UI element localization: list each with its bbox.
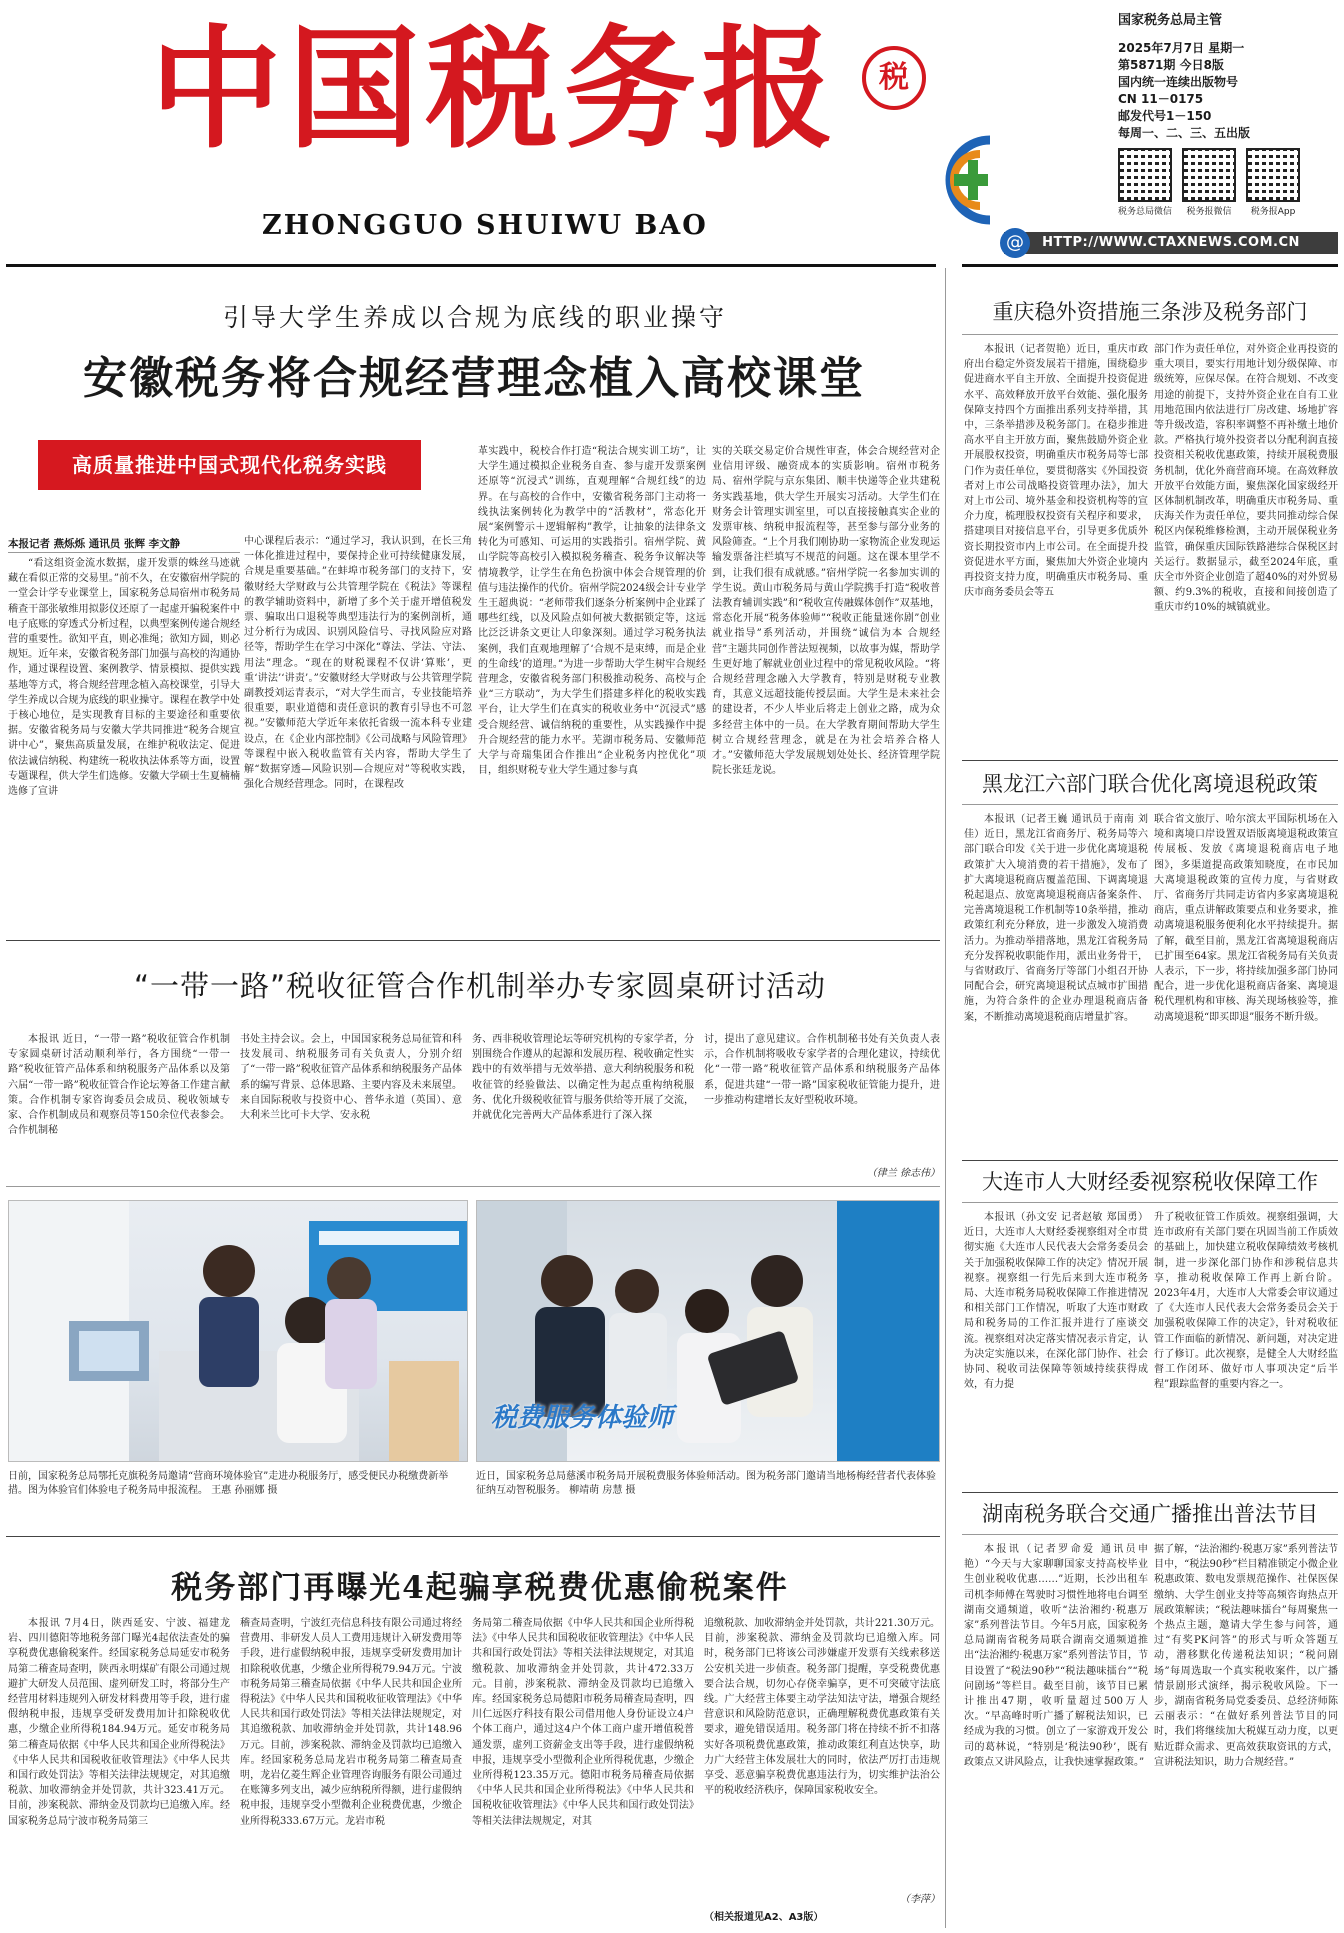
- divider: [962, 1492, 1338, 1493]
- qr-label: 税务报App: [1250, 207, 1296, 217]
- hunan-column-2: 据了解，“法治湘约·税惠万家”系列普法节目中，“税法90秒”栏目精准锁定小微企业税惠政策、数电发票规范操作、社保医保缴纳、大学生创业支持等高频咨询热点开展政策解读；“税法趣味擂台”每周聚焦一个热点主题，邀请大学生参与问答，通过“有奖PK问答”的形式与听众答题互动，潜移默化传递税法知识；“税问剧场”每周选取一个真实税收案件，以广播情景剧形式演绎，揭示税收风险。下一步，湖南省税务局党委委员、总经济师陈云丽表示：“在做好系列普法节目的同时，我们将继续加大税媒互动力度，以更贴近群众需求、更高效获取资讯的方式，宣讲税法知识，助力合规经营。”: [1154, 1544, 1338, 1768]
- chongqing-column-1: 本报讯（记者贺艳）近日，重庆市政府出台稳定外资发展若干措施，围绕稳步促进商水平自主开放、全面提升投资促进水平、高效释放开放平台效能、强化服务保障支持四个方面推出系列支持举措，其中，三条举措涉及税务部门。在稳步推进高水平自主开放方面，聚焦鼓励外资企业开展股权投资，明确重庆市税务局等七部门作为责任单位，要贯彻落实《外国投资者对上市公司战略投资管理办法》，加大对上市公司、境外基金和投资机构等的宣介力度，梳理股权投资有关程序和要求，搭建项目对接信息平台，引导更多优质外资长期投资市内上市公司。在全面提升投资促进水平方面，聚焦加大外资企业境内再投资支持力度，明确重庆市税务局、重庆市商务委员会等五: [964, 344, 1148, 599]
- fraud-signoff: （李萍）: [900, 1894, 940, 1905]
- divider: [6, 264, 936, 267]
- divider: [6, 1536, 940, 1537]
- issue-number: 第5871期 今日8版: [1118, 58, 1224, 72]
- publish-schedule: 每周一、二、三、五出版: [1118, 126, 1251, 140]
- belt-column-2: 书处主持会议。会上，中国国家税务总局征管和科技发展司、纳税服务司有关负责人，分别介绍了“一带一路”税收征管产品体系和纳税服务产品体系的编写背景、总体思路、主要内容及未来展望。来自国际税收与投资中心、普华永道（英国）、意大利米兰比可卡大学、安永税: [240, 1034, 462, 1122]
- tax-emblem-icon: [920, 130, 1000, 230]
- divider: [962, 1534, 1338, 1535]
- divider: [962, 264, 1338, 267]
- lead-byline: 本报记者 燕烁烁 通讯员 张辉 李文静: [8, 538, 181, 550]
- masthead-title: 中国税务报: [150, 12, 840, 167]
- fraud-cases-headline[interactable]: 税务部门再曝光4起骗享税费优惠偷税案件: [171, 1570, 789, 1606]
- chongqing-headline[interactable]: 重庆稳外资措施三条涉及税务部门: [992, 300, 1308, 324]
- lead-column-4: 实的关联交易定价合规性审查，体会合规经营对企业信用评级、融资成本的实质影响。宿州市税务局、宿州学院与京东集团、顺丰快递等企业共建税务实践基地，供大学生开展实习活动。大学生们在财务会计管理实训室里，可以直接接触真实企业的发票审核、纳税申报流程等，甚至参与部分业务的风险筛查。“上个月我们刚协助一家物流企业发现运输发票备注栏填写不规范的问题。这在课本里学不到，让我们很有成就感。”宿州学院一名参加实训的学生说。黄山市税务局与黄山学院携手打造“税收普法教育辅训实践”和“税收宣传融媒体创作”双基地，常态化开展“税务体验师”“税收正能量迷你剧”创业就业指导”系列活动，并围绕“诚信为本 合规经营”主题共同创作普法短视频，以故事为媒，帮助学生更好地了解就业创业过程中的常见税收风险。“将合规经营理念融入大学教育，特别是财税专业教育，其意义远超技能传授层面。大学生是未来社会的建设者，不少人毕业后将走上创业之路，成为众多经营主体中的一员。在大学教育期间帮助大学生树立合规经营理念，就是在为社会培养合格人才。”安徽师范大学发展规划处处长、经济管理学院院长张廷龙说。: [712, 446, 940, 777]
- divider: [962, 1202, 1338, 1203]
- divider: [8, 552, 240, 553]
- photo-service-hall[interactable]: [8, 1200, 468, 1462]
- belt-road-headline[interactable]: “一带一路”税收征管合作机制举办专家圆桌研讨活动: [133, 969, 827, 1003]
- qr-code-icon: [1118, 148, 1172, 202]
- qr-code-icon: [1246, 148, 1300, 202]
- photo-caption-right: 近日，国家税务总局慈溪市税务局开展税费服务体验师活动。图为税务部门邀请当地杨梅经营者代表体验征纳互动智税服务。 柳靖萌 房慧 摄: [476, 1471, 936, 1496]
- fraud-column-3: 务局第二稽查局依据《中华人民共和国企业所得税法》《中华人民共和国税收征收管理法》《中华人民共和国行政处罚法》等相关法律法规规定，对其追缴税款、加收滞纳金并处罚款，共计472.33万元。目前，涉案税款、滞纳金及罚款均已追缴入库。经国家税务总局德阳市税务局稽查局查明，四川仁远医疗科技有限公司借用他人身份证设立4户个体工商户，通过这4户个体工商户虚开增值税普通发票，虚列工资薪金支出等手段，进行虚假纳税申报，违规享受小型微利企业所得税优惠，少缴企业所得税123.35万元。德阳市税务局稽查局依据《中华人民共和国企业所得税法》《中华人民共和国税收征收管理法》《中华人民共和国行政处罚法》等相关法律法规规定，对其: [472, 1618, 694, 1827]
- qr-item[interactable]: [1118, 148, 1172, 217]
- divider: [962, 1160, 1338, 1161]
- heilongjiang-headline[interactable]: 黑龙江六部门联合优化离境退税政策: [982, 772, 1318, 796]
- photo-experience-officer[interactable]: [476, 1200, 940, 1462]
- belt-column-3: 务、西非税收管理论坛等研究机构的专家学者，分别围绕合作遵从的起源和发展历程、税收确定性实践中的有效举措与无效举措、意大利纳税服务和税收征管的经验做法、以确定性为起点重构纳税服务、优化升级税收征管与服务供给等开展了交流，并就优化完善两大产品体系进行了深入探: [472, 1034, 694, 1122]
- cn-number: CN 11－0175: [1118, 92, 1204, 106]
- postal-code: 邮发代号1－150: [1118, 109, 1212, 123]
- photo-caption-left: 日前，国家税务总局鄂托克旗税务局邀请“营商环境体验官”走进办税服务厅，感受便民办税缴费新举措。图为体验官们体验电子税务局申报流程。 王惠 孙丽娜 摄: [8, 1471, 449, 1496]
- divider: [962, 334, 1338, 335]
- heilongjiang-column-1: 本报讯（记者王巍 通讯员于南南 刘佳）近日，黑龙江省商务厅、税务局等六部门联合印发《关于进一步优化离境退税政策扩大入境消费的若干措施》，发布了扩大离境退税商店覆盖范围、下调离境退税起退点、放宽离境退税商店备案条件、完善离境退税工作机制等10条举措，推动政策红利充分释放，进一步激发入境消费活力。为推动举措落地，黑龙江省税务局充分发挥税收职能作用，派出业务骨干，与省财政厅、省商务厅等部门小组召开协同配合会，研究离境退税试点城市扩围措施，为符合条件的企业办理退税商店备案，不断推动离境退税商店增量扩容。: [964, 814, 1148, 1023]
- belt-column-4: 讨，提出了意见建议。合作机制秘书处有关负责人表示，合作机制将吸收专家学者的合理化建议，持续优化“一带一路”税收征管产品体系和纳税服务产品体系，促进共建“一带一路”国家税收征管能力提升，进一步推动构建增长友好型税收环境。: [704, 1034, 940, 1106]
- dalian-column-2: 升了税收征管工作质效。视察组强调，大连市政府有关部门要在巩固当前工作质效的基础上，加快建立税收保障绩效考核机制，进一步深化部门协作和涉税信息共享，推动税收保障工作再上新台阶。2023年4月，大连市人大常委会审议通过了《大连市人民代表大会常务委员会关于加强税收保障工作的决定》，针对税收征管工作面临的新情况、新问题，对决定进行了修订。此次视察，是健全人大财经监督工作闭环、做好市人事项决定“后半程”跟踪监督的重要内容之一。: [1154, 1212, 1338, 1391]
- chongqing-column-2: 部门作为责任单位，对外资企业再投资的重大项目，要实行用地计划分级保障、市级统筹，应保尽保。在符合规划、不改变用途的前提下，支持外资企业在自有工业用地范围内依法进行厂房改建、场地扩容等升级改造，容积率调整不再补缴土地价款。严格执行境外投资者以分配利润直接投资相关税收优惠政策，持续开展税费服务机制，优化外商营商环境。在高效释放开放平台效能方面，聚焦深化国家级经开区体制机制改革，明确重庆市税务局、重庆海关作为责任单位，要共同推动综合保税区内保税维修检测，主动开展保税业务监管，确保重庆国际铁路港综合保税区封关运行。数据显示，截至2024年底，重庆全市外资企业创造了超40%的对外贸易额、约9.3%的税收，直接和间接创造了重庆市约10%的城镇就业。: [1154, 344, 1338, 614]
- issue-date: 2025年7月7日 星期一: [1118, 41, 1245, 55]
- divider: [962, 760, 1338, 761]
- section-banner: 高质量推进中国式现代化税务实践: [38, 440, 421, 490]
- qr-label: 税务总局微信: [1118, 207, 1173, 217]
- lead-kicker: 引导大学生养成以合规为底线的职业操守: [222, 303, 727, 332]
- photo-overlay-text: 税费服务体验师: [491, 1403, 674, 1433]
- belt-signoff: （律兰 徐志伟）: [866, 1168, 940, 1179]
- divider: [6, 1186, 940, 1187]
- column-divider: [945, 268, 946, 1928]
- dalian-headline[interactable]: 大连市人大财经委视察税收保障工作: [982, 1170, 1318, 1194]
- lead-headline[interactable]: 安徽税务将合规经营理念植入高校课堂: [83, 353, 865, 404]
- qr-code-icon: [1182, 148, 1236, 202]
- qr-item[interactable]: [1246, 148, 1300, 217]
- heilongjiang-column-2: 联合省文旅厅、哈尔滨太平国际机场在入境和离境口岸设置双语版离境退税政策宣传展板、发放《离境退税商店电子地图》，多渠道提高政策知晓度，在市民加大离境退税政策的宣传力度，与省财政厅、省商务厅共同走访省内多家离境退税商店，重点讲解政策要点和业务要求，推动离境退税服务便利化水平持续提升。据了解，截至目前，黑龙江省离境退税商店已扩围至64家。黑龙江省税务局有关负责人表示，下一步，将持续加强多部门协同配合，进一步优化退税商店备案、离境退税代理机构和审核、海关现场核验等，推动离境退税“即买即退”服务不断升级。: [1154, 814, 1338, 1023]
- fraud-column-4: 追缴税款、加收滞纳金并处罚款，共计221.30万元。目前，涉案税款、滞纳金及罚款均已追缴入库。同时，税务部门已将该公司涉嫌虚开发票有关线索移送公安机关进一步侦查。税务部门提醒，享受税费优惠要合法合规，切勿心存侥幸骗享，更不可突破守法底线。广大经营主体要主动学法知法守法，增强合规经营意识和风险防范意识，正确理解税费优惠政策有关要求，避免错误适用。税务部门将在持续不折不扣落实好各项税费优惠政策，推动政策红利直达快享，助力广大经营主体发展壮大的同时，依法严厉打击违规享受、恶意骗享税费优惠违法行为，切实维护法治公平的税收经济秩序，保障国家税收安全。: [704, 1618, 940, 1797]
- related-reports-note: （相关报道见A2、A3版）: [704, 1912, 824, 1923]
- fraud-column-1: 本报讯 7月4日，陕西延安、宁波、福建龙岩、四川德阳等地税务部门曝光4起依法查处的骗享税费优惠偷税案件。经国家税务总局延安市税务局第二稽查局查明，陕西永明煤矿有限公司通过规避扩大研发人员范围、虚列研发工时，将部分生产经营用材料违规列入研发材料费用等手段，进行虚假纳税申报，违规享受研发费用加计扣除税收优惠，少缴企业所得税184.94万元。延安市税务局第二稽查局依据《中华人民共和国企业所得税法》《中华人民共和国税收征收管理法》《中华人民共和国行政处罚法》等相关法律法规规定，对其追缴税款、加收滞纳金并处罚款，共计323.41万元。目前，涉案税款、滞纳金及罚款均已追缴入库。经国家税务总局宁波市税务局第三: [8, 1618, 230, 1827]
- at-icon: @: [1000, 228, 1030, 258]
- issue-info: [1118, 12, 1338, 142]
- hunan-headline[interactable]: 湖南税务联合交通广播推出普法节目: [982, 1502, 1318, 1526]
- sponsor: 国家税务总局主管: [1118, 13, 1223, 28]
- belt-column-1: 本报讯 近日，“一带一路”税收征管合作机制专家圆桌研讨活动顺利举行，各方围绕“一带一路”税收征管产品体系和纳税服务产品体系以及第六届“一带一路”税收征管合作论坛筹备工作建言献策。合作机制专家咨询委员会成员、税收领域专家、合作机制成员和观察员等150余位代表参会。合作机制秘: [8, 1034, 230, 1137]
- hunan-column-1: 本报讯（记者罗命爱 通讯员申艳）“今天与大家聊聊国家支持高校毕业生创业税收优惠……”近期，长沙出租车司机李师傅在驾驶时习惯性地将电台调至湖南交通频道，收听“法治湘约·税惠万家”系列普法节目。今年5月底，国家税务总局湖南省税务局联合湖南交通频道推出“法治湘约·税惠万家”系列普法节目，节目设置了“税法90秒”“税法趣味擂台”“税问剧场”等栏目。截至目前，该节目已累计推出47期，收听量超过500万人次。“早高峰时听广播了解税法知识，已经成为我的习惯。创立了一家游戏开发公司的葛林说，“特别是‘税法90秒’，既有政策点又讲风险点，让我快速掌握政策。”: [964, 1544, 1148, 1768]
- divider: [6, 940, 940, 941]
- lead-column-3: 革实践中，税校合作打造“税法合规实训工坊”，让大学生通过模拟企业税务自查、参与虚开发票案例还原等“沉浸式”训练，直观理解“合规红线”的边界。在与高校的合作中，安徽省税务部门主动将一线执法案例转化为教学中的“活教材”，常态化开展“案例警示＋逻辑解构”教学，让抽象的法律条文转化为可感知、可运用的实践指引。宿州学院、黄山学院等高校引入模拟税务稽查、税务争议解决等情境教学，让学生在角色扮演中体会合规管理的价值与违法操作的代价。宿州学院2024级会计专业学生王超典说：“老师带我们逐条分析案例中企业踩了哪些红线，以及风险点如何被大数据锁定等，这远比泛泛讲条文更让人印象深刻。通过学习税务执法案例，我们直观地理解了‘合规不是束缚，而是企业的生命线’的道理。”为进一步帮助大学生树牢合规经营理念，安徽省税务部门积极推动税务、高校与企业“三方联动”，为大学生们搭建多样化的税收实践平台，让大学生们在真实的税收业务中“沉浸式”感受合规经营、诚信纳税的重要性，从实践操作中提升合规经营的能力水平。芜湖市税务局、安徽师范大学与奇瑞集团合作推出“企业税务内控优化”项目，组织财税专业大学生通过参与真: [478, 446, 706, 777]
- lead-column-2: 中心课程后表示：“通过学习，我认识到，在长三角一体化推进过程中，要保持企业可持续健康发展，合规是重要基础。”在蚌埠市税务部门的支持下，安徽财经大学财政与公共管理学院在《税法》等课程的教学辅助资料中，新增了多个关于虚开增值税发票、骗取出口退税等典型违法行为的案例剖析，通过分析行为成因、识别风险信号、寻找风险应对路径等，帮助学生在学习中深化“尊法、学法、守法、用法”理念。“现在的财税课程不仅讲‘算账’，更重‘讲法’‘讲责’。”安徽财经大学财政与公共管理学院副教授刘运青表示，“对大学生而言，专业技能培养很重要，职业道德和责任意识的教育引导也不可忽视。”安徽师范大学近年来依托省级一流本科专业建设点，在《企业内部控制》《公司战略与风险管理》等课程中嵌入税收监管有关内容，帮助大学生了解“数据穿透—风险识别—合规应对”等税收实践，强化合规经营理念。同时，在课程改: [244, 536, 472, 791]
- fraud-column-2: 稽查局查明，宁波红壳信息科技有限公司通过将经营费用、非研发人员人工费用违规计入研发费用等手段，进行虚假纳税申报，违规享受研发费用加计扣除税收优惠，少缴企业所得税79.94万元。宁波市税务局第三稽查局依据《中华人民共和国企业所得税法》《中华人民共和国税收征收管理法》《中华人民共和国行政处罚法》等相关法律法规规定，对其追缴税款、加收滞纳金并处罚款，共计148.96万元。目前，涉案税款、滞纳金及罚款均已追缴入库。经国家税务总局龙岩市税务局第二稽查局查明，龙岩亿菱生辉企业管理咨询服务有限公司通过在账簿多列支出，减少应纳税所得额，进行虚假纳税申报，违规享受小型微利企业税费优惠，少缴企业所得税333.67万元。龙岩市税: [240, 1618, 462, 1827]
- serial-label: 国内统一连续出版物号: [1118, 75, 1239, 89]
- qr-label: 税务报微信: [1186, 207, 1232, 217]
- masthead-pinyin: ZHONGGUO SHUIWU BAO: [262, 210, 708, 241]
- seal-logo-icon: 税: [862, 46, 926, 110]
- qr-item[interactable]: [1182, 148, 1236, 217]
- photo-illustration-icon: [9, 1201, 468, 1462]
- dalian-column-1: 本报讯（孙文安 记者赵敏 郑国勇）近日，大连市人大财经委视察组对全市贯彻实施《大连市人民代表大会常务委员会关于加强税收保障工作的决定》情况开展视察。视察组一行先后来到大连市税务局、大连市税务局税收保障工作推进情况和相关部门工作情况，听取了大连市财政局和税务局的工作汇报并进行了座谈交流。视察组对决定落实情况表示肯定，认为决定实施以来，在深化部门协作、社会协同、税收司法保障等领域持续获得成效，有力提: [964, 1212, 1148, 1391]
- lead-column-1: “看这组资金流水数据，虚开发票的蛛丝马迹就藏在看似正常的交易里。”前不久，在安徽宿州学院的一堂会计学专业课堂上，国家税务总局宿州市税务局稽查干部张敏维用拟影仪还原了一起虚开骗税案件中电子底账的穿透式分析过程，以典型案例传递合规经营的重要性。欲知平直，则必准绳；欲知方圆，则必规矩。近年来，安徽省税务部门加强与高校的沟通协作，通过课程设置、案例教学、情景模拟、提供实践基地等方式，将合规经营理念植入高校课堂，引导大学生养成以合规为底线的职业操守。课程在教学中处于核心地位，是实现教育目标的主要途径和重要依据。安徽省税务局与安徽大学共同推进“税务合规宣讲中心”，聚焦高质量发展，在维护税收法定、促进依法诚信纳税、构建统一税收执法体系等方面，设置专题课程，供大学生们选修。安徽大学硕士生夏楠楠选修了宣讲: [8, 558, 240, 798]
- website-url[interactable]: HTTP://WWW.CTAXNEWS.COM.CN: [1004, 232, 1338, 254]
- divider: [962, 804, 1338, 805]
- qr-codes: [1118, 148, 1340, 217]
